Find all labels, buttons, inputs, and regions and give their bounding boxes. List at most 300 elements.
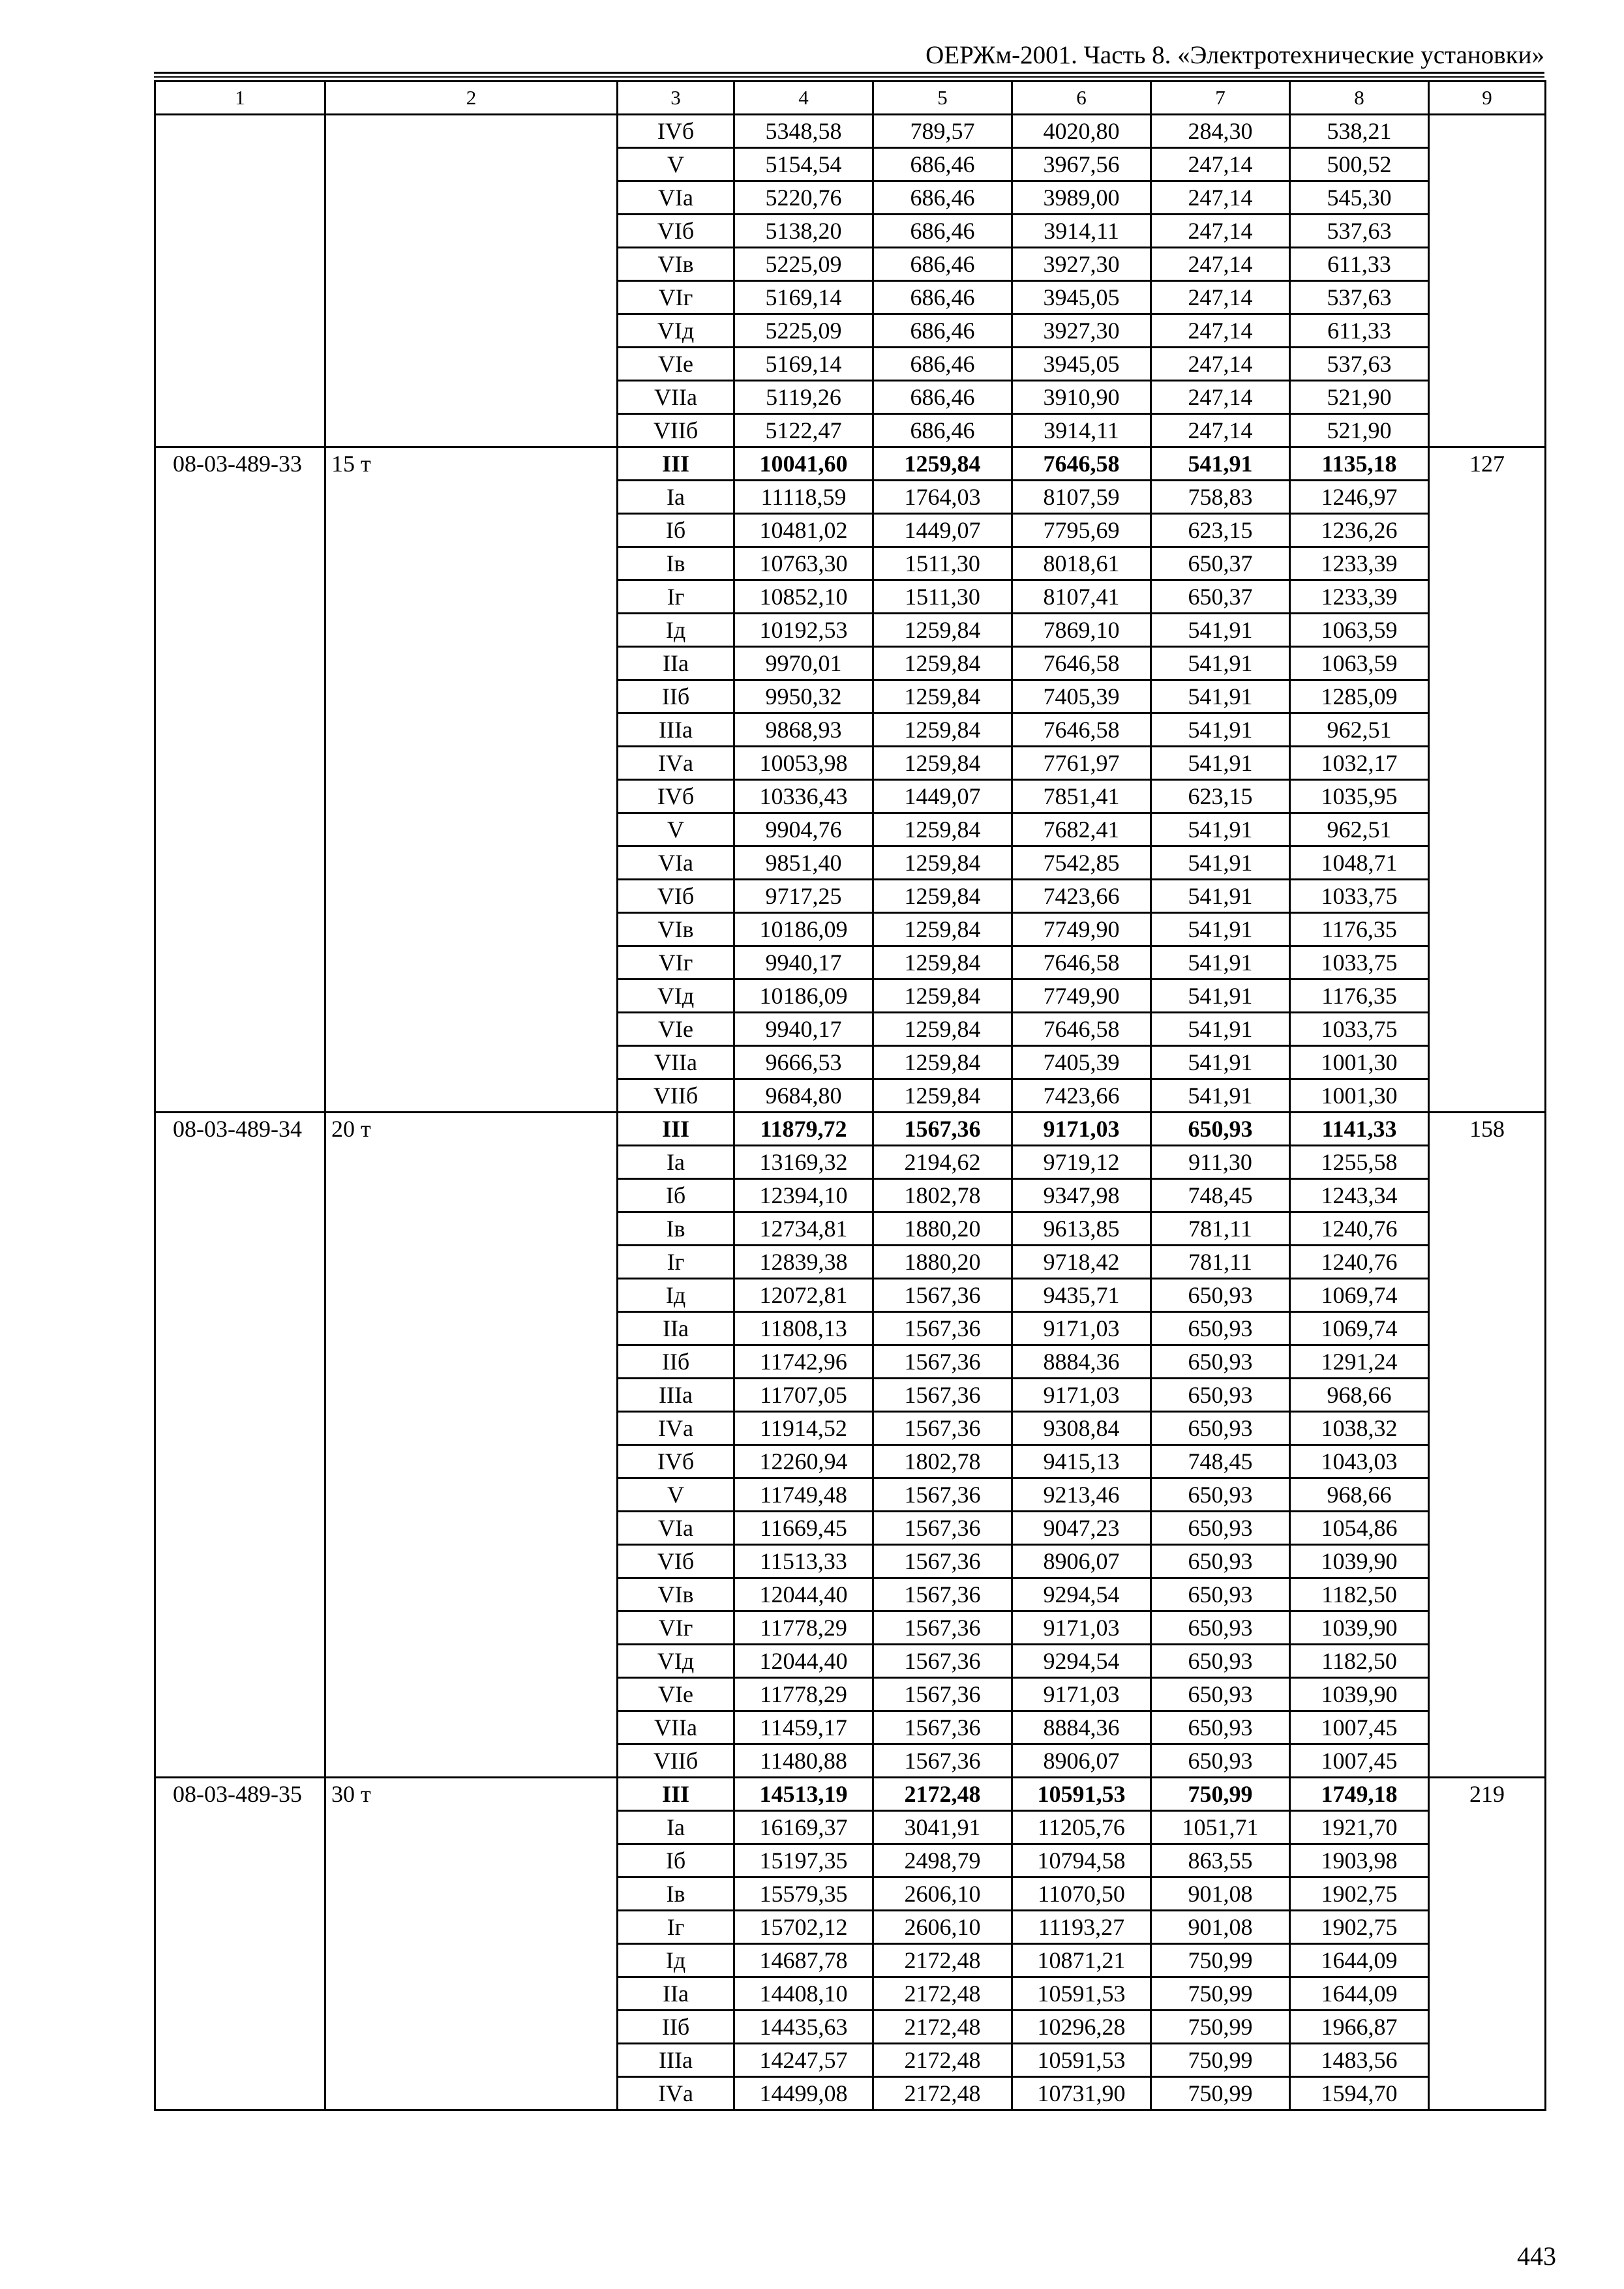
zone-cell: V [618,813,734,846]
total-cell: 219 [1429,1778,1546,2110]
value-cell: 901,08 [1151,1878,1290,1911]
zone-cell: Iб [618,1179,734,1212]
value-cell: 1001,30 [1290,1046,1429,1079]
zone-cell: IVа [618,2077,734,2110]
value-cell: 500,52 [1290,148,1429,181]
value-cell: 1567,36 [873,1545,1012,1578]
value-cell: 1802,78 [873,1179,1012,1212]
zone-cell: Iг [618,580,734,614]
value-cell: 247,14 [1151,314,1290,348]
value-cell: 12044,40 [734,1578,873,1611]
value-cell: 1594,70 [1290,2077,1429,2110]
value-cell: 247,14 [1151,148,1290,181]
value-cell: 541,91 [1151,614,1290,647]
value-cell: 1567,36 [873,1744,1012,1778]
zone-cell: IVа [618,1412,734,1445]
value-cell: 1567,36 [873,1312,1012,1345]
value-cell: 10186,09 [734,980,873,1013]
resource-name [325,115,618,447]
zone-cell: Iб [618,1844,734,1878]
value-cell: 623,15 [1151,514,1290,547]
value-cell: 1567,36 [873,1611,1012,1645]
value-cell: 1135,18 [1290,447,1429,481]
value-cell: 1902,75 [1290,1878,1429,1911]
value-cell: 7646,58 [1012,447,1151,481]
value-cell: 541,91 [1151,813,1290,846]
value-cell: 2606,10 [873,1911,1012,1944]
zone-cell: VIб [618,1545,734,1578]
value-cell: 1259,84 [873,1013,1012,1046]
value-cell: 14687,78 [734,1944,873,1977]
value-cell: 14513,19 [734,1778,873,1811]
value-cell: 1567,36 [873,1379,1012,1412]
value-cell: 1033,75 [1290,1013,1429,1046]
zone-cell: VIа [618,846,734,880]
value-cell: 541,91 [1151,946,1290,980]
total-cell: 158 [1429,1113,1546,1778]
value-cell: 2606,10 [873,1878,1012,1911]
zone-cell: VIг [618,281,734,314]
value-cell: 11778,29 [734,1611,873,1645]
column-number: 6 [1012,82,1151,115]
value-cell: 750,99 [1151,2011,1290,2044]
zone-cell: IVб [618,1445,734,1478]
table-row [155,1113,1546,1146]
zone-cell: VIIб [618,1079,734,1113]
zone-cell: IIа [618,1312,734,1345]
value-cell: 1039,90 [1290,1545,1429,1578]
value-cell: 1236,26 [1290,514,1429,547]
column-number: 8 [1290,82,1429,115]
value-cell: 2172,48 [873,2011,1012,2044]
value-cell: 650,93 [1151,1412,1290,1445]
zone-cell: VIд [618,1645,734,1678]
value-cell: 284,30 [1151,115,1290,148]
value-cell: 247,14 [1151,348,1290,381]
value-cell: 968,66 [1290,1478,1429,1512]
value-cell: 7405,39 [1012,1046,1151,1079]
resource-name: 30 т [325,1778,618,2110]
value-cell: 1880,20 [873,1246,1012,1279]
value-cell: 5348,58 [734,115,873,148]
value-cell: 686,46 [873,215,1012,248]
value-cell: 1038,32 [1290,1412,1429,1445]
value-cell: 8884,36 [1012,1711,1151,1744]
value-cell: 12044,40 [734,1645,873,1678]
value-cell: 541,91 [1151,713,1290,747]
value-cell: 7646,58 [1012,647,1151,680]
table-row [155,1778,1546,1811]
zone-cell: IVа [618,747,734,780]
value-cell: 15702,12 [734,1911,873,1944]
value-cell: 541,91 [1151,680,1290,713]
value-cell: 781,11 [1151,1246,1290,1279]
value-cell: 1259,84 [873,713,1012,747]
value-cell: 3914,11 [1012,414,1151,447]
value-cell: 5220,76 [734,181,873,215]
zone-cell: Iг [618,1246,734,1279]
value-cell: 9717,25 [734,880,873,913]
value-cell: 1259,84 [873,680,1012,713]
value-cell: 9213,46 [1012,1478,1151,1512]
value-cell: 11480,88 [734,1744,873,1778]
value-cell: 247,14 [1151,281,1290,314]
value-cell: 1259,84 [873,447,1012,481]
value-cell: 11669,45 [734,1512,873,1545]
value-cell: 537,63 [1290,281,1429,314]
zone-cell: VIе [618,1678,734,1711]
value-cell: 1511,30 [873,547,1012,580]
value-cell: 10591,53 [1012,1977,1151,2011]
value-cell: 650,37 [1151,580,1290,614]
value-cell: 11778,29 [734,1678,873,1711]
zone-cell: III [618,1113,734,1146]
value-cell: 12394,10 [734,1179,873,1212]
value-cell: 8906,07 [1012,1545,1151,1578]
value-cell: 750,99 [1151,2077,1290,2110]
value-cell: 1567,36 [873,1345,1012,1379]
value-cell: 11193,27 [1012,1911,1151,1944]
value-cell: 9294,54 [1012,1645,1151,1678]
header-rule-thick [154,72,1544,74]
value-cell: 5169,14 [734,281,873,314]
value-cell: 1069,74 [1290,1279,1429,1312]
column-number: 3 [618,82,734,115]
value-cell: 968,66 [1290,1379,1429,1412]
value-cell: 14499,08 [734,2077,873,2110]
value-cell: 686,46 [873,314,1012,348]
value-cell: 650,37 [1151,547,1290,580]
column-number: 9 [1429,82,1546,115]
value-cell: 2498,79 [873,1844,1012,1878]
table-row [155,115,1546,148]
value-cell: 9970,01 [734,647,873,680]
value-cell: 1259,84 [873,913,1012,946]
value-cell: 10041,60 [734,447,873,481]
value-cell: 10852,10 [734,580,873,614]
zone-cell: VIв [618,248,734,281]
value-cell: 1033,75 [1290,946,1429,980]
value-cell: 541,91 [1151,747,1290,780]
value-cell: 10871,21 [1012,1944,1151,1977]
zone-cell: VIа [618,181,734,215]
value-cell: 9718,42 [1012,1246,1151,1279]
value-cell: 1567,36 [873,1512,1012,1545]
zone-cell: VIб [618,215,734,248]
zone-cell: VIIа [618,1046,734,1079]
value-cell: 686,46 [873,348,1012,381]
zone-cell: IIIа [618,1379,734,1412]
zone-cell: III [618,447,734,481]
value-cell: 686,46 [873,381,1012,414]
value-cell: 5138,20 [734,215,873,248]
value-cell: 247,14 [1151,381,1290,414]
value-cell: 11879,72 [734,1113,873,1146]
resource-code: 08-03-489-35 [155,1778,325,2110]
value-cell: 7851,41 [1012,780,1151,813]
value-cell: 650,93 [1151,1279,1290,1312]
value-cell: 7423,66 [1012,1079,1151,1113]
value-cell: 8884,36 [1012,1345,1151,1379]
zone-cell: VIIб [618,414,734,447]
value-cell: 11459,17 [734,1711,873,1744]
value-cell: 2172,48 [873,1944,1012,1977]
zone-cell: IIIа [618,713,734,747]
value-cell: 5122,47 [734,414,873,447]
zone-cell: IIа [618,647,734,680]
value-cell: 650,93 [1151,1345,1290,1379]
value-cell: 1243,34 [1290,1179,1429,1212]
column-number: 4 [734,82,873,115]
value-cell: 1259,84 [873,614,1012,647]
value-cell: 1176,35 [1290,980,1429,1013]
value-cell: 686,46 [873,414,1012,447]
value-cell: 538,21 [1290,115,1429,148]
value-cell: 1567,36 [873,1113,1012,1146]
value-cell: 3910,90 [1012,381,1151,414]
value-cell: 541,91 [1151,1079,1290,1113]
value-cell: 7761,97 [1012,747,1151,780]
value-cell: 3989,00 [1012,181,1151,215]
value-cell: 2194,62 [873,1146,1012,1179]
value-cell: 1063,59 [1290,614,1429,647]
value-cell: 750,99 [1151,1778,1290,1811]
value-cell: 863,55 [1151,1844,1290,1878]
value-cell: 650,93 [1151,1545,1290,1578]
value-cell: 750,99 [1151,2044,1290,2077]
page-header [154,31,1544,77]
value-cell: 1966,87 [1290,2011,1429,2044]
value-cell: 537,63 [1290,348,1429,381]
value-cell: 1449,07 [873,514,1012,547]
value-cell: 9435,71 [1012,1279,1151,1312]
value-cell: 1039,90 [1290,1678,1429,1711]
value-cell: 650,93 [1151,1744,1290,1778]
value-cell: 15197,35 [734,1844,873,1878]
value-cell: 1259,84 [873,980,1012,1013]
value-cell: 9347,98 [1012,1179,1151,1212]
value-cell: 1063,59 [1290,647,1429,680]
value-cell: 1032,17 [1290,747,1429,780]
value-cell: 650,93 [1151,1611,1290,1645]
value-cell: 750,99 [1151,1977,1290,2011]
value-cell: 1240,76 [1290,1246,1429,1279]
value-cell: 9719,12 [1012,1146,1151,1179]
value-cell: 1567,36 [873,1279,1012,1312]
zone-cell: VIв [618,1578,734,1611]
column-number: 2 [325,82,618,115]
value-cell: 650,93 [1151,1379,1290,1412]
value-cell: 611,33 [1290,248,1429,281]
value-cell: 10053,98 [734,747,873,780]
value-cell: 7646,58 [1012,713,1151,747]
value-cell: 10591,53 [1012,2044,1151,2077]
value-cell: 1291,24 [1290,1345,1429,1379]
zone-cell: VIе [618,348,734,381]
value-cell: 1051,71 [1151,1811,1290,1844]
value-cell: 781,11 [1151,1212,1290,1246]
value-cell: 7795,69 [1012,514,1151,547]
zone-cell: Iд [618,1279,734,1312]
value-cell: 9171,03 [1012,1113,1151,1146]
value-cell: 10296,28 [1012,2011,1151,2044]
value-cell: 1007,45 [1290,1744,1429,1778]
value-cell: 8107,41 [1012,580,1151,614]
value-cell: 537,63 [1290,215,1429,248]
zone-cell: VIб [618,880,734,913]
zone-cell: Iд [618,614,734,647]
value-cell: 7869,10 [1012,614,1151,647]
resource-name: 20 т [325,1113,618,1778]
value-cell: 962,51 [1290,813,1429,846]
value-cell: 1449,07 [873,780,1012,813]
value-cell: 748,45 [1151,1445,1290,1478]
value-cell: 8906,07 [1012,1744,1151,1778]
total-cell: 127 [1429,447,1546,1113]
value-cell: 11707,05 [734,1379,873,1412]
value-cell: 1035,95 [1290,780,1429,813]
column-number: 7 [1151,82,1290,115]
value-cell: 611,33 [1290,314,1429,348]
value-cell: 5119,26 [734,381,873,414]
resource-code: 08-03-489-34 [155,1113,325,1778]
value-cell: 758,83 [1151,481,1290,514]
value-cell: 10794,58 [1012,1844,1151,1878]
value-cell: 1644,09 [1290,1977,1429,2011]
zone-cell: VIIа [618,1711,734,1744]
value-cell: 541,91 [1151,913,1290,946]
value-cell: 10186,09 [734,913,873,946]
header-rule-thin [154,76,1544,78]
value-cell: 3945,05 [1012,348,1151,381]
zone-cell: VIг [618,946,734,980]
value-cell: 541,91 [1151,980,1290,1013]
value-cell: 1141,33 [1290,1113,1429,1146]
value-cell: 7423,66 [1012,880,1151,913]
value-cell: 521,90 [1290,381,1429,414]
value-cell: 247,14 [1151,414,1290,447]
value-cell: 3927,30 [1012,314,1151,348]
zone-cell: VIв [618,913,734,946]
value-cell: 911,30 [1151,1146,1290,1179]
value-cell: 3967,56 [1012,148,1151,181]
value-cell: 541,91 [1151,1013,1290,1046]
table-row [155,447,1546,481]
zone-cell: Iв [618,547,734,580]
value-cell: 7646,58 [1012,946,1151,980]
value-cell: 1039,90 [1290,1611,1429,1645]
zone-cell: VIд [618,314,734,348]
value-cell: 13169,32 [734,1146,873,1179]
value-cell: 11205,76 [1012,1811,1151,1844]
zone-cell: III [618,1778,734,1811]
value-cell: 7646,58 [1012,1013,1151,1046]
value-cell: 5169,14 [734,348,873,381]
value-cell: 1567,36 [873,1478,1012,1512]
value-cell: 1001,30 [1290,1079,1429,1113]
value-cell: 541,91 [1151,846,1290,880]
value-cell: 12839,38 [734,1246,873,1279]
value-cell: 1259,84 [873,846,1012,880]
value-cell: 1921,70 [1290,1811,1429,1844]
value-cell: 2172,48 [873,1778,1012,1811]
value-cell: 623,15 [1151,780,1290,813]
price-table [154,80,1546,2111]
value-cell: 9940,17 [734,946,873,980]
value-cell: 7749,90 [1012,980,1151,1013]
value-cell: 247,14 [1151,215,1290,248]
value-cell: 545,30 [1290,181,1429,215]
zone-cell: IIIа [618,2044,734,2077]
document-title: ОЕРЖм-2001. Часть 8. «Электротехнические установки» [925,41,1544,69]
value-cell: 9308,84 [1012,1412,1151,1445]
value-cell: 9047,23 [1012,1512,1151,1545]
zone-cell: IIб [618,1345,734,1379]
value-cell: 1176,35 [1290,913,1429,946]
value-cell: 16169,37 [734,1811,873,1844]
zone-cell: VIIа [618,381,734,414]
value-cell: 1043,03 [1290,1445,1429,1478]
value-cell: 7682,41 [1012,813,1151,846]
value-cell: 11749,48 [734,1478,873,1512]
zone-cell: Iа [618,481,734,514]
total-cell [1429,115,1546,447]
value-cell: 9851,40 [734,846,873,880]
value-cell: 7749,90 [1012,913,1151,946]
value-cell: 1903,98 [1290,1844,1429,1878]
value-cell: 3945,05 [1012,281,1151,314]
value-cell: 1240,76 [1290,1212,1429,1246]
resource-code [155,115,325,447]
value-cell: 1259,84 [873,813,1012,846]
value-cell: 9904,76 [734,813,873,846]
value-cell: 1033,75 [1290,880,1429,913]
value-cell: 1259,84 [873,880,1012,913]
zone-cell: IIа [618,1977,734,2011]
zone-cell: Iа [618,1811,734,1844]
value-cell: 1802,78 [873,1445,1012,1478]
value-cell: 650,93 [1151,1711,1290,1744]
value-cell: 1233,39 [1290,547,1429,580]
value-cell: 10731,90 [1012,2077,1151,2110]
value-cell: 1054,86 [1290,1512,1429,1545]
value-cell: 1048,71 [1290,846,1429,880]
resource-name: 15 т [325,447,618,1113]
value-cell: 650,93 [1151,1113,1290,1146]
value-cell: 541,91 [1151,880,1290,913]
value-cell: 11513,33 [734,1545,873,1578]
value-cell: 686,46 [873,181,1012,215]
zone-cell: V [618,148,734,181]
value-cell: 9684,80 [734,1079,873,1113]
value-cell: 2172,48 [873,2077,1012,2110]
value-cell: 7542,85 [1012,846,1151,880]
value-cell: 9415,13 [1012,1445,1151,1478]
zone-cell: Iв [618,1878,734,1911]
value-cell: 1567,36 [873,1678,1012,1711]
zone-cell: Iг [618,1911,734,1944]
value-cell: 3041,91 [873,1811,1012,1844]
value-cell: 247,14 [1151,248,1290,281]
value-cell: 9171,03 [1012,1611,1151,1645]
value-cell: 15579,35 [734,1878,873,1911]
value-cell: 1233,39 [1290,580,1429,614]
zone-cell: Iа [618,1146,734,1179]
value-cell: 247,14 [1151,181,1290,215]
zone-cell: IVб [618,115,734,148]
resource-code: 08-03-489-33 [155,447,325,1113]
value-cell: 1749,18 [1290,1778,1429,1811]
